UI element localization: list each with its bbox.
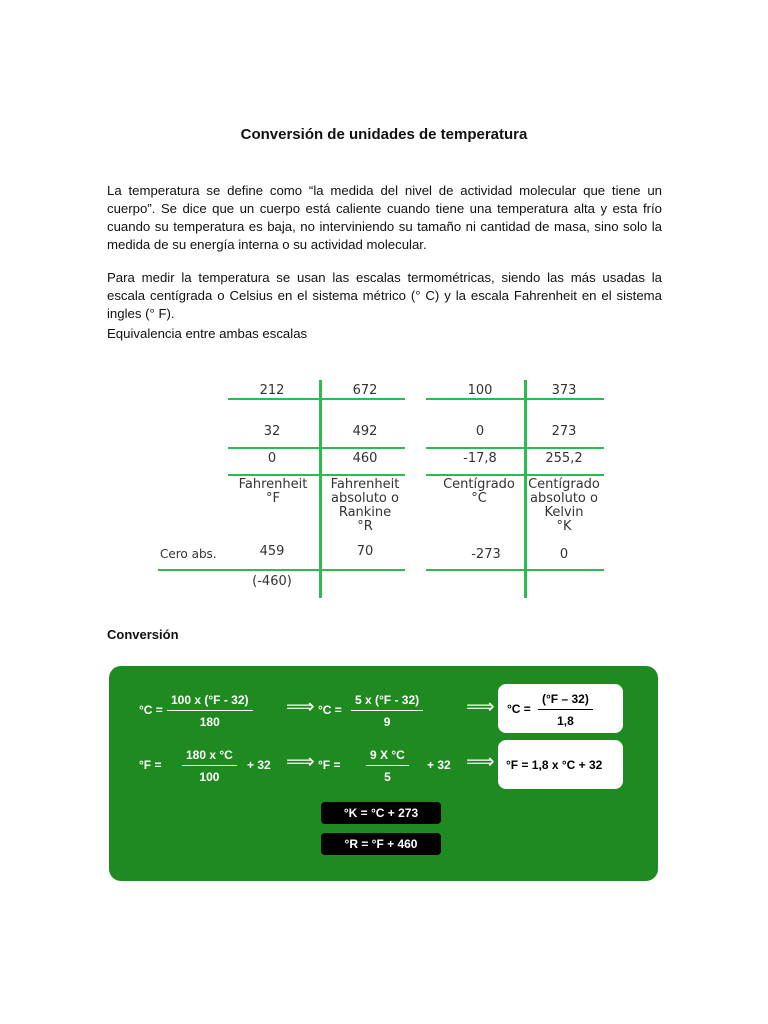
row2-fraction1-denominator: 100 (199, 770, 220, 784)
conversion-panel (109, 666, 658, 881)
row1-fraction2-numerator: 5 x (°F - 32) (351, 693, 423, 711)
row1-fraction2 (351, 693, 423, 729)
divider-freezing-right (426, 447, 604, 449)
celsius-boiling: 100 (467, 383, 493, 398)
row1-fraction1 (167, 693, 253, 729)
rankine-freezing: 492 (352, 424, 378, 439)
fahrenheit-boiling: 212 (259, 383, 285, 398)
rankine-abs: 70 (356, 544, 374, 559)
kelvin-zero: 255,2 (545, 451, 583, 466)
fahrenheit-below-abs: (-460) (252, 574, 292, 589)
result-celsius-numerator: (°F – 32) (538, 692, 593, 710)
conversion-heading: Conversión (107, 627, 179, 642)
row2-lhs2: °F = (318, 758, 341, 772)
kelvin-boiling: 373 (551, 383, 577, 398)
row2-fraction2 (366, 748, 409, 784)
divider-zero-right (426, 474, 604, 476)
kelvin-formula-box: °K = °C + 273 (321, 802, 441, 824)
document-title: Conversión de unidades de temperatura (240, 126, 528, 143)
divider-abs-left (158, 569, 405, 571)
divider-abs-right (426, 569, 604, 571)
kelvin-label: Centígrado absoluto o Kelvin °K (528, 477, 600, 534)
celsius-label: Centígrado °C (443, 477, 515, 506)
fahrenheit-abs: 459 (259, 544, 285, 559)
implies-arrow-icon: ⟹ (286, 696, 315, 718)
row1-fraction1-numerator: 100 x (°F - 32) (167, 693, 253, 711)
celsius-abs: -273 (471, 547, 501, 562)
divider-boiling-left (228, 398, 405, 400)
rankine-zero: 460 (352, 451, 378, 466)
row1-fraction2-denominator: 9 (383, 715, 391, 729)
row2-lhs1: °F = (139, 758, 162, 772)
row2-plus2: + 32 (427, 758, 451, 772)
row1-fraction1-denominator: 180 (199, 715, 220, 729)
kelvin-freezing: 273 (551, 424, 577, 439)
paragraph-scales: Para medir la temperatura se usan las escalas termométricas, siendo las más usadas la escala centígrada o Celsius en el sistema métrico (° C) y la escala Fahrenheit en el sistema ingles (° F). (107, 270, 662, 321)
rankine-boiling: 672 (352, 383, 378, 398)
kelvin-abs: 0 (559, 547, 569, 562)
fahrenheit-label: Fahrenheit °F (238, 477, 308, 506)
row2-plus1: + 32 (247, 758, 271, 772)
paragraph-definition: La temperatura se define como “la medida del nivel de actividad molecular que tiene un cuerpo”. Se dice que un cuerpo está caliente cuando tiene una temperatura alta y esta frío cuando su temperatura es baja, no interviniendo su tamaño ni cantidad de masa, sino solo la medida de su energía interna o su actividad molecular. (107, 183, 662, 252)
result-fahrenheit-box (498, 740, 623, 789)
result-celsius-denominator: 1,8 (557, 714, 574, 728)
row1-lhs2: °C = (318, 703, 342, 717)
divider-freezing-left (228, 447, 405, 449)
implies-arrow-icon: ⟹ (466, 751, 495, 773)
row2-fraction1 (182, 748, 237, 784)
row2-fraction2-denominator: 5 (384, 770, 391, 784)
cero-abs-label: Cero abs. (160, 547, 217, 561)
rankine-label: Fahrenheit absoluto o Rankine °R (330, 477, 400, 534)
row2-fraction1-numerator: 180 x °C (182, 748, 237, 766)
rankine-formula-box: °R = °F + 460 (321, 833, 441, 855)
result-fahrenheit-formula: °F = 1,8 x °C + 32 (506, 758, 603, 772)
celsius-zero: -17,8 (463, 451, 497, 466)
implies-arrow-icon: ⟹ (466, 696, 495, 718)
result-celsius-fraction (538, 692, 593, 728)
temperature-scales-figure (150, 378, 610, 603)
result-celsius-lhs: °C = (507, 702, 531, 716)
celsius-freezing: 0 (475, 424, 485, 439)
result-celsius-box (498, 684, 623, 733)
row2-fraction2-numerator: 9 X °C (366, 748, 409, 766)
implies-arrow-icon: ⟹ (286, 751, 315, 773)
fahrenheit-freezing: 32 (263, 424, 281, 439)
paragraph-equivalence: Equivalencia entre ambas escalas (107, 326, 308, 341)
divider-vertical-f-r (319, 380, 322, 598)
divider-boiling-right (426, 398, 604, 400)
row1-lhs1: °C = (139, 703, 163, 717)
fahrenheit-zero: 0 (267, 451, 277, 466)
divider-zero-left (228, 474, 405, 476)
